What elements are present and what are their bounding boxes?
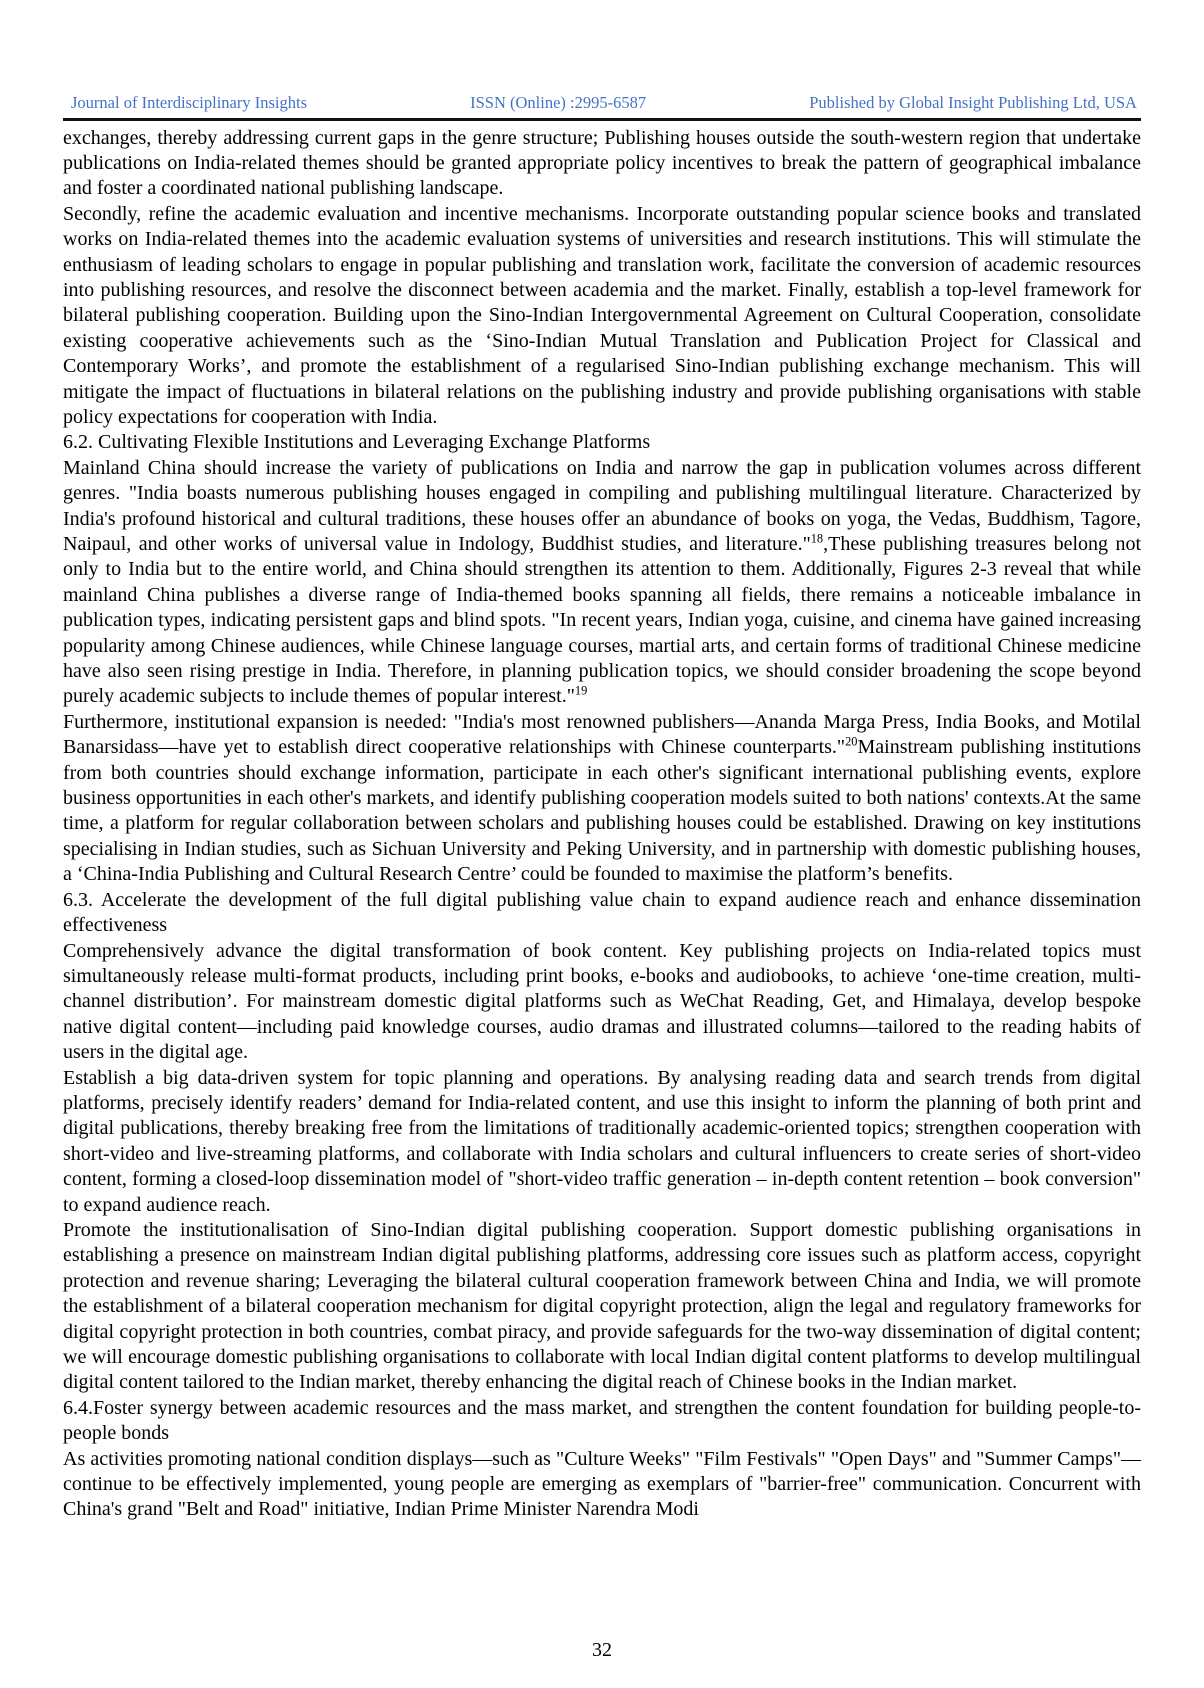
page-number: 32 [592,1639,612,1661]
footnote-marker: 20 [845,734,858,749]
text-segment: Furthermore, institutional expansion is needed: "India's most renowned publishers—Ananda Marga Press, India Books, and Motilal Banarsidass—have yet to establish direct cooperative relationships with Chinese counterparts." [63,710,1141,759]
paragraph [63,939,1141,1066]
paragraph [63,126,1141,202]
text-segment: As activities promoting national condition displays—such as "Culture Weeks" "Film Festivals" "Open Days" and "Summer Camps"—continue to be effectively implemented, young people are emerging as exemplars of "barrier-free" communication. Concurrent with China's grand "Belt and Road" initiative, Indian Prime Minister Narendra Modi [63,1447,1141,1521]
text-segment: ,These publishing treasures belong not only to India but to the entire world, and China should strengthen its attention to them. Additionally, Figures 2-3 reveal that while mainland China publishes a diverse range of India-themed books spanning all fields, there remains a noticeable imbalance in publication types, indicating persistent gaps and blind spots. "In recent years, Indian yoga, cuisine, and cinema have gained increasing popularity among Chinese audiences, while Chinese language courses, martial arts, and certain forms of traditional Chinese medicine have also seen rising prestige in India. Therefore, in planning publication topics, we should consider broadening the scope beyond purely academic subjects to include themes of popular interest." [63,533,1141,708]
text-segment: 6.3. Accelerate the development of the full digital publishing value chain to expand audience reach and enhance dissemination effectiveness [63,888,1141,937]
text-segment: 6.4.Foster synergy between academic resources and the mass market, and strengthen the content foundation for building people-to-people bonds [63,1396,1141,1445]
journal-publisher: Published by Global Insight Publishing Ltd, USA [809,93,1137,112]
text-segment: Establish a big data-driven system for topic planning and operations. By analysing reading data and search trends from digital platforms, precisely identify readers’ demand for India-related content, and use this insight to inform the planning of both print and digital publications, thereby breaking free from the limitations of traditionally academic-oriented topics; strengthen cooperation with short-video and live-streaming platforms, and collaborate with India scholars and cultural influencers to create series of short-video content, forming a closed-loop dissemination model of "short-video traffic generation – in-depth content retention – book conversion" to expand audience reach. [63,1066,1141,1216]
header-divider [63,118,1141,121]
paragraph [63,710,1141,888]
paragraph [63,1218,1141,1396]
paragraph [63,1396,1141,1447]
paragraph [63,202,1141,431]
paragraph [63,1066,1141,1218]
text-segment: Comprehensively advance the digital transformation of book content. Key publishing projects on India-related topics must simultaneously release multi-format products, including print books, e-books and audiobooks, to achieve ‘one-time creation, multi-channel distribution’. For mainstream domestic digital platforms such as WeChat Reading, Get, and Himalaya, develop bespoke native digital content—including paid knowledge courses, audio dramas and illustrated columns—tailored to the reading habits of users in the digital age. [63,939,1141,1064]
paragraph [63,888,1141,939]
text-segment: exchanges, thereby addressing current gaps in the genre structure; Publishing houses outside the south-western region that undertake publications on India-related themes should be granted appropriate policy incentives to break the pattern of geographical imbalance and foster a coordinated national publishing landscape. [63,126,1141,200]
text-segment: Mainland China should increase the variety of publications on India and narrow the gap in publication volumes across different genres. "India boasts numerous publishing houses engaged in compiling and publishing multilingual literature. Characterized by India's profound historical and cultural traditions, these houses offer an abundance of books on yoga, the Vedas, Buddhism, Tagore, Naipaul, and other works of universal value in Indology, Buddhist studies, and literature." [63,456,1141,555]
text-segment: 6.2. Cultivating Flexible Institutions and Leveraging Exchange Platforms [63,431,651,454]
paragraph [63,430,1141,455]
footnote-marker: 19 [574,683,588,698]
journal-issn: ISSN (Online) :2995-6587 [470,93,647,112]
footnote-marker: 18 [810,531,824,546]
text-segment: Mainstream publishing institutions from both countries should exchange information, participate in each other's significant international publishing events, explore business opportunities in each other's markets, and identify publishing cooperation models suited to both nations' contexts.At the same time, a platform for regular collaboration between scholars and publishing houses could be established. Drawing on key institutions specialising in Indian studies, such as Sichuan University and Peking University, and in partnership with domestic publishing houses, a ‘China-India Publishing and Cultural Research Centre’ could be founded to maximise the platform’s benefits. [63,736,1141,886]
paragraph [63,456,1141,710]
text-segment: Promote the institutionalisation of Sino-Indian digital publishing cooperation. Support domestic publishing organisations in establishing a presence on mainstream Indian digital publishing platforms, addressing core issues such as platform access, copyright protection and revenue sharing; Leveraging the bilateral cultural cooperation framework between China and India, we will promote the establishment of a bilateral cooperation mechanism for digital copyright protection, align the legal and regulatory frameworks for digital copyright protection in both countries, combat piracy, and provide safeguards for the two-way dissemination of digital content; we will encourage domestic publishing organisations to collaborate with local Indian digital content platforms to develop multilingual digital content tailored to the Indian market, thereby enhancing the digital reach of Chinese books in the Indian market. [63,1218,1141,1394]
paragraph [63,1447,1141,1523]
journal-name: Journal of Interdisciplinary Insights [71,93,307,112]
journal-header [63,93,1141,118]
text-segment: Secondly, refine the academic evaluation and incentive mechanisms. Incorporate outstanding popular science books and translated works on India-related themes into the academic evaluation systems of universities and research institutions. This will stimulate the enthusiasm of leading scholars to engage in popular publishing and translation work, facilitate the conversion of academic resources into publishing resources, and resolve the disconnect between academia and the market. Finally, establish a top-level framework for bilateral publishing cooperation. Building upon the Sino-Indian Intergovernmental Agreement on Cultural Cooperation, consolidate existing cooperative achievements such as the ‘Sino-Indian Mutual Translation and Publication Project for Classical and Contemporary Works’, and promote the establishment of a regularised Sino-Indian publishing exchange mechanism. This will mitigate the impact of fluctuations in bilateral relations on the publishing industry and provide publishing organisations with stable policy expectations for cooperation with India. [63,202,1141,428]
article-body [63,126,1141,1523]
